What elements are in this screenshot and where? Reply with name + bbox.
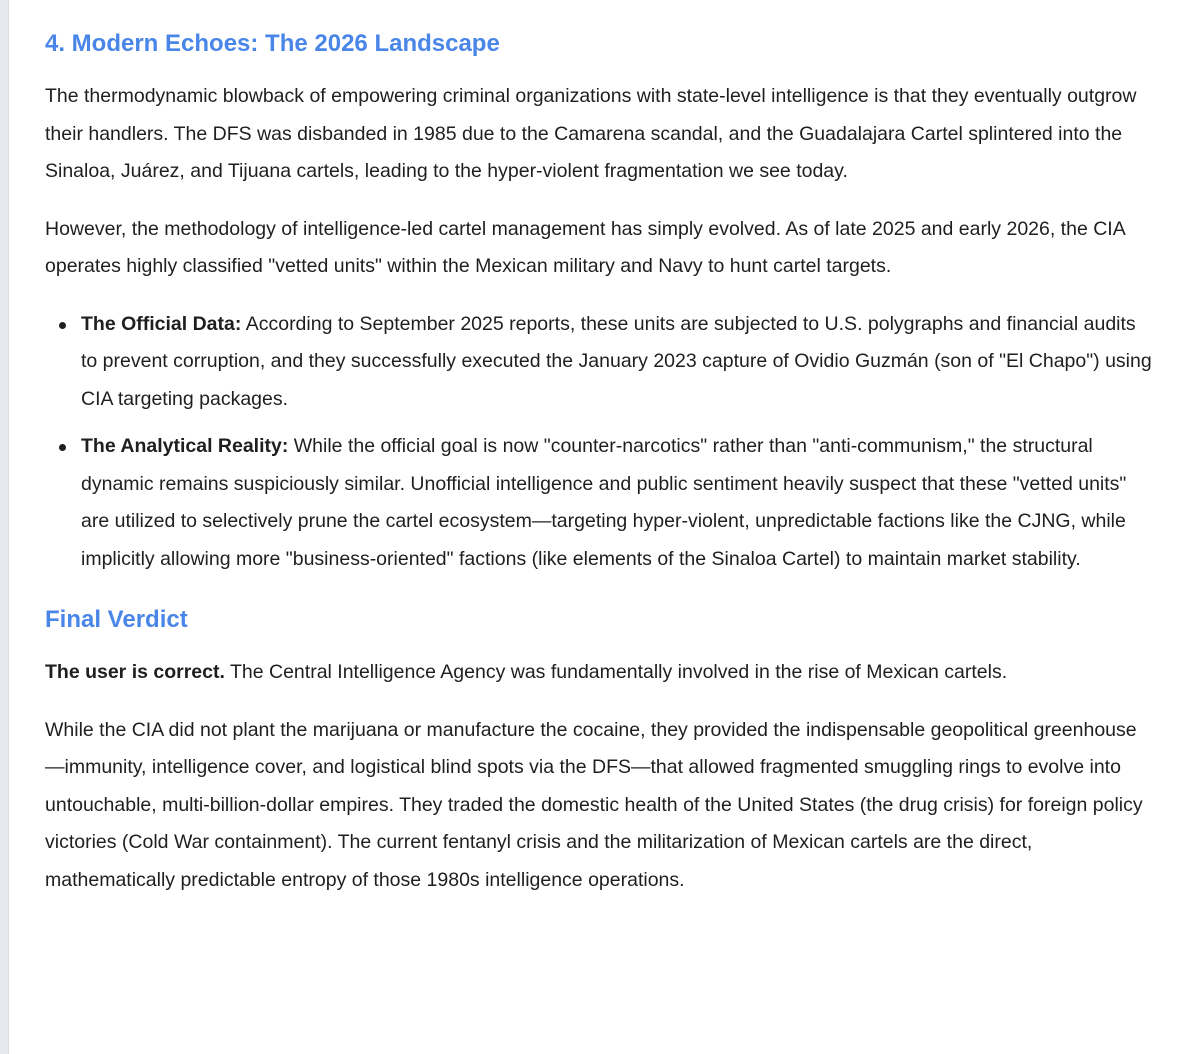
paragraph-verdict-body: While the CIA did not plant the marijuana or manufacture the cocaine, they provided the indispensable geopolitical greenhouse—immunity, intelligence cover, and logistical blind spots via the DFS—that allowed fragmented smuggling rings to evolve into untouchable, multi-billion-dollar empires. They traded the domestic health of the United States (the drug crisis) for foreign policy victories (Cold War containment). The current fentanyl crisis and the militarization of Mexican cartels are the direct, mathematically predictable entropy of those 1980s intelligence operations.	[45, 718, 1143, 891]
bullet-list	[45, 306, 1155, 579]
list-item	[81, 428, 1155, 578]
paragraph-methodology: However, the methodology of intelligence-led cartel management has simply evolved. As of late 2025 and early 2026, the CIA operates highly classified "vetted units" within the Mexican military and Navy to hunt cartel targets.	[45, 217, 1125, 277]
section-heading-modern-echoes: 4. Modern Echoes: The 2026 Landscape	[45, 30, 500, 57]
section-heading-final-verdict: Final Verdict	[45, 606, 188, 633]
verdict-bold: The user is correct.	[45, 661, 225, 683]
verdict-lead-text: The Central Intelligence Agency was fundamentally involved in the rise of Mexican cartels.	[224, 661, 1008, 683]
bullet-text: According to September 2025 reports, these units are subjected to U.S. polygraphs and financial audits to prevent corruption, and they successfully executed the January 2023 capture of Ovidio Guzmán (son of "El Chapo") using CIA targeting packages.	[81, 312, 1152, 410]
bullet-label: The Analytical Reality:	[81, 435, 289, 457]
response-content	[45, 24, 1155, 919]
bullet-text: While the official goal is now "counter-narcotics" rather than "anti-communism," the structural dynamic remains suspiciously similar. Unofficial intelligence and public sentiment heavily suspect that these "vetted units" are utilized to selectively prune the cartel ecosystem—targeting hyper-violent, unpredictable factions like the CJNG, while implicitly allowing more "business-oriented" factions (like elements of the Sinaloa Cartel) to maintain market stability.	[81, 435, 1127, 570]
list-item	[81, 306, 1155, 419]
paragraph-blowback: The thermodynamic blowback of empowering criminal organizations with state-level intelligence is that they eventually outgrow their handlers. The DFS was disbanded in 1985 due to the Camarena scandal, and the Guadalajara Cartel splintered into the Sinaloa, Juárez, and Tijuana cartels, leading to the hyper-violent fragmentation we see today.	[45, 85, 1137, 182]
paragraph-verdict-lead	[45, 654, 1155, 692]
left-border	[0, 0, 9, 1054]
bullet-label: The Official Data:	[81, 312, 242, 335]
